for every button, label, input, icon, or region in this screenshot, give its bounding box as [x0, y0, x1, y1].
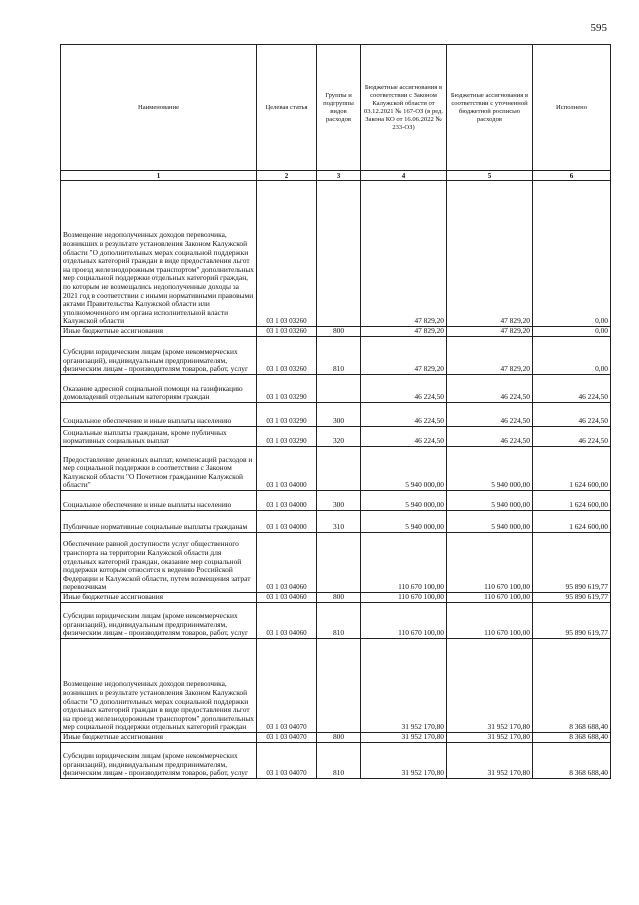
row-expense-group: 800: [317, 733, 361, 743]
table-row: [61, 327, 611, 337]
row-expense-group: 800: [317, 327, 361, 337]
table-row: [61, 491, 611, 511]
row-target-code: 03 1 03 04070: [257, 639, 317, 733]
row-expense-group: [317, 181, 361, 327]
table-row: [61, 447, 611, 491]
row-executed-amount: 8 368 688,40: [533, 733, 611, 743]
row-executed-amount: 95 890 619,77: [533, 533, 611, 593]
row-refined-amount: 46 224,50: [447, 403, 533, 427]
row-refined-amount: 110 670 100,00: [447, 593, 533, 603]
row-target-code: 03 1 03 03290: [257, 375, 317, 403]
row-target-code: 03 1 03 04000: [257, 511, 317, 533]
header-refined-allocations: Бюджетные ассигнования в соответствии с уточненной бюджетной росписью расходов: [447, 45, 533, 171]
row-refined-amount: 110 670 100,00: [447, 533, 533, 593]
table-body: [61, 181, 611, 779]
table-row: [61, 375, 611, 403]
row-name: Социальные выплаты гражданам, кроме публичных нормативных социальных выплат: [61, 427, 257, 447]
row-expense-group: [317, 375, 361, 403]
row-target-code: 03 1 03 03260: [257, 337, 317, 375]
row-name: Иные бюджетные ассигнования: [61, 593, 257, 603]
row-name: Предоставление денежных выплат, компенсаций расходов и мер социальной поддержки в соответствии с Законом Калужской области "О Почетном гражданине Калужской области": [61, 447, 257, 491]
header-expense-group: Группы и подгруппы видов расходов: [317, 45, 361, 171]
column-number: 1: [61, 171, 257, 181]
table-row: [61, 181, 611, 327]
row-name: Социальное обеспечение и иные выплаты населению: [61, 491, 257, 511]
row-name: Иные бюджетные ассигнования: [61, 733, 257, 743]
row-approved-amount: 31 952 170,80: [361, 743, 447, 779]
row-executed-amount: 8 368 688,40: [533, 639, 611, 733]
row-executed-amount: 1 624 600,00: [533, 447, 611, 491]
table-header-row: [61, 45, 611, 171]
row-name: Иные бюджетные ассигнования: [61, 327, 257, 337]
row-refined-amount: 31 952 170,80: [447, 743, 533, 779]
row-target-code: 03 1 03 03290: [257, 403, 317, 427]
row-expense-group: 320: [317, 427, 361, 447]
table-row: [61, 733, 611, 743]
row-approved-amount: 5 940 000,00: [361, 491, 447, 511]
row-target-code: 03 1 03 03260: [257, 327, 317, 337]
row-refined-amount: 46 224,50: [447, 427, 533, 447]
row-executed-amount: 0,00: [533, 181, 611, 327]
row-expense-group: [317, 533, 361, 593]
row-refined-amount: 46 224,50: [447, 375, 533, 403]
row-name: Обеспечение равной доступности услуг общественного транспорта на территории Калужской области для отдельных категорий граждан, оказание мер социальной поддержки которым относится к ведению Российской Федерации и Калужской области, путем возмещения затрат перевозчикам: [61, 533, 257, 593]
row-refined-amount: 31 952 170,80: [447, 733, 533, 743]
row-approved-amount: 31 952 170,80: [361, 733, 447, 743]
row-refined-amount: 47 829,20: [447, 181, 533, 327]
row-approved-amount: 46 224,50: [361, 375, 447, 403]
row-refined-amount: 5 940 000,00: [447, 491, 533, 511]
row-name: Оказание адресной социальной помощи на газификацию домовладений отдельным категориям граждан: [61, 375, 257, 403]
row-name: Субсидии юридическим лицам (кроме некоммерческих организаций), индивидуальным предпринимателям, физическим лицам - производителям товаров, работ, услуг: [61, 603, 257, 639]
row-refined-amount: 5 940 000,00: [447, 447, 533, 491]
row-executed-amount: 46 224,50: [533, 375, 611, 403]
row-approved-amount: 47 829,20: [361, 337, 447, 375]
row-target-code: 03 1 03 04060: [257, 603, 317, 639]
table-row: [61, 743, 611, 779]
row-approved-amount: 47 829,20: [361, 181, 447, 327]
row-target-code: 03 1 03 04070: [257, 733, 317, 743]
table-row: [61, 511, 611, 533]
row-expense-group: 810: [317, 337, 361, 375]
row-refined-amount: 110 670 100,00: [447, 603, 533, 639]
page-number: 595: [590, 22, 607, 34]
table-row: [61, 533, 611, 593]
row-expense-group: 310: [317, 511, 361, 533]
row-name: Социальное обеспечение и иные выплаты населению: [61, 403, 257, 427]
header-target-article: Целевая статья: [257, 45, 317, 171]
budget-table: [60, 44, 611, 779]
row-approved-amount: 47 829,20: [361, 327, 447, 337]
row-refined-amount: 47 829,20: [447, 337, 533, 375]
row-executed-amount: 0,00: [533, 337, 611, 375]
row-target-code: 03 1 03 04060: [257, 593, 317, 603]
row-executed-amount: 1 624 600,00: [533, 491, 611, 511]
row-name: Возмещение недополученных доходов перевозчика, возникших в результате установления Законом Калужской области "О дополнительных мерах социальной поддержки отдельных категорий граждан в виде предоставления льгот на проезд железнодорожным транспортом" дополнительных мер социальной поддержки отдельных категорий граждан: [61, 639, 257, 733]
row-expense-group: 300: [317, 491, 361, 511]
column-number-row: [61, 171, 611, 181]
column-number: 3: [317, 171, 361, 181]
header-name: Наименование: [61, 45, 257, 171]
row-name: Публичные нормативные социальные выплаты гражданам: [61, 511, 257, 533]
row-refined-amount: 47 829,20: [447, 327, 533, 337]
row-expense-group: 800: [317, 593, 361, 603]
row-executed-amount: 1 624 600,00: [533, 511, 611, 533]
row-executed-amount: 46 224,50: [533, 403, 611, 427]
header-executed: Исполнено: [533, 45, 611, 171]
header-law-allocations: Бюджетные ассигнования в соответствии с Законом Калужской области от 03.12.2021 № 167-ОЗ (в ред. Закона КО от 16.06.2022 № 233-ОЗ): [361, 45, 447, 171]
table-row: [61, 639, 611, 733]
row-approved-amount: 31 952 170,80: [361, 639, 447, 733]
row-refined-amount: 31 952 170,80: [447, 639, 533, 733]
row-approved-amount: 110 670 100,00: [361, 603, 447, 639]
table-row: [61, 427, 611, 447]
table-row: [61, 593, 611, 603]
row-approved-amount: 110 670 100,00: [361, 593, 447, 603]
column-number: 5: [447, 171, 533, 181]
row-expense-group: [317, 447, 361, 491]
row-name: Возмещение недополученных доходов перевозчика, возникших в результате установления Законом Калужской области "О дополнительных мерах социальной поддержки отдельных категорий граждан в виде предоставления льгот на проезд железнодорожным транспортом" дополнительных мер социальной поддержки отдельных категорий граждан, по которым не возмещались недополученные доходы за 2021 год в соответствии с иными нормативными правовыми актами Правительства Калужской области или уполномоченного им органа исполнительной власти Калужской области: [61, 181, 257, 327]
row-expense-group: 300: [317, 403, 361, 427]
row-target-code: 03 1 03 04000: [257, 447, 317, 491]
row-executed-amount: 95 890 619,77: [533, 593, 611, 603]
row-approved-amount: 46 224,50: [361, 403, 447, 427]
row-target-code: 03 1 03 03290: [257, 427, 317, 447]
row-executed-amount: 0,00: [533, 327, 611, 337]
row-name: Субсидии юридическим лицам (кроме некоммерческих организаций), индивидуальным предпринимателям, физическим лицам - производителям товаров, работ, услуг: [61, 743, 257, 779]
row-expense-group: 810: [317, 743, 361, 779]
table-row: [61, 337, 611, 375]
row-approved-amount: 110 670 100,00: [361, 533, 447, 593]
column-number: 6: [533, 171, 611, 181]
table-row: [61, 403, 611, 427]
table-row: [61, 603, 611, 639]
row-refined-amount: 5 940 000,00: [447, 511, 533, 533]
row-approved-amount: 5 940 000,00: [361, 447, 447, 491]
row-expense-group: 810: [317, 603, 361, 639]
row-executed-amount: 95 890 619,77: [533, 603, 611, 639]
row-name: Субсидии юридическим лицам (кроме некоммерческих организаций), индивидуальным предпринимателям, физическим лицам - производителям товаров, работ, услуг: [61, 337, 257, 375]
row-target-code: 03 1 03 04000: [257, 491, 317, 511]
column-number: 4: [361, 171, 447, 181]
row-target-code: 03 1 03 04060: [257, 533, 317, 593]
row-approved-amount: 5 940 000,00: [361, 511, 447, 533]
row-executed-amount: 8 368 688,40: [533, 743, 611, 779]
row-target-code: 03 1 03 03260: [257, 181, 317, 327]
row-executed-amount: 46 224,50: [533, 427, 611, 447]
row-expense-group: [317, 639, 361, 733]
row-target-code: 03 1 03 04070: [257, 743, 317, 779]
row-approved-amount: 46 224,50: [361, 427, 447, 447]
column-number: 2: [257, 171, 317, 181]
